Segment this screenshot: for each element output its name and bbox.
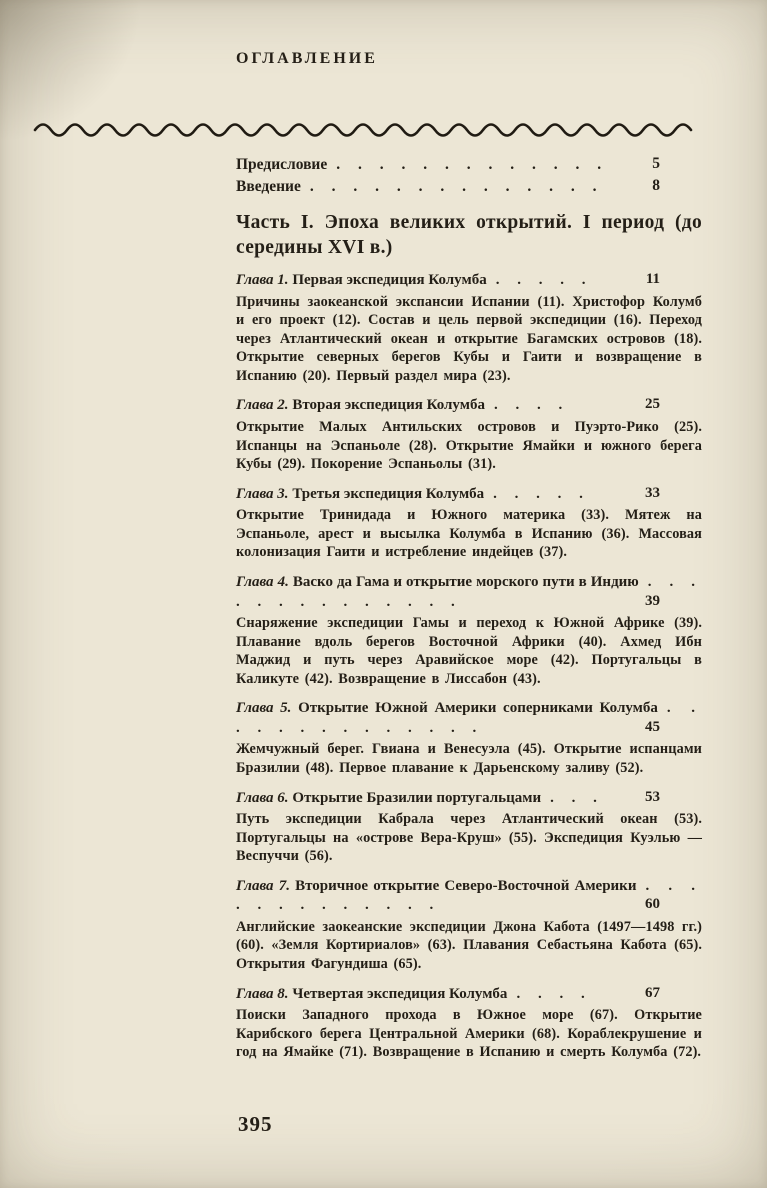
- chapter-description: Поиски Западного прохода в Южное море (67). Открытие Карибского берега Центральной Америки (68). Кораблекрушение и год на Ямайке (71). Возвращение в Испанию и смерть Колумба (72).: [236, 1007, 702, 1061]
- chapter-page: 53: [645, 788, 660, 805]
- front-matter-entries: [236, 154, 702, 198]
- chapter-heading: [236, 985, 702, 1005]
- chapter-label: Глава 4.: [236, 574, 289, 591]
- page-header: ОГЛАВЛЕНИЕ: [236, 50, 378, 67]
- chapter-page: 45: [645, 718, 660, 735]
- chapter-list: [236, 271, 702, 1062]
- dot-leader: . . . . . . . . . . . . . .: [309, 178, 604, 195]
- chapter-title: Первая экспедиция Колумба: [292, 272, 487, 288]
- decorative-wavy-rule: [32, 120, 704, 138]
- chapter-page: 67: [645, 984, 660, 1001]
- chapter-title: Васко да Гама и открытие морского пути в Индию: [292, 574, 639, 591]
- dot-leader: . . .: [550, 789, 604, 806]
- chapter-label: Глава 6.: [236, 789, 289, 806]
- chapter-description: Путь экспедиции Кабрала через Атлантический океан (53). Португальцы на «острове Вера-Круш» (55). Экспедиция Куэлью — Веспуччи (56).: [236, 811, 702, 865]
- chapter-label: Глава 2.: [236, 397, 289, 414]
- chapter-description: Причины заокеанской экспансии Испании (11). Христофор Колумб и его проект (12). Состав и цель первой экспедиции (16). Переход через Атлантический океан и открытие Багамских островов (18). Открытие северных берегов Кубы и Гаити и возвращение в Испанию (20). Первый раздел мира (23).: [236, 293, 702, 384]
- chapter-heading: [236, 485, 702, 505]
- chapter-heading: [236, 573, 702, 612]
- chapter-label: Глава 5.: [236, 700, 292, 717]
- chapter-heading: [236, 271, 702, 291]
- chapter-label: Глава 1.: [236, 272, 289, 288]
- dot-leader: . . . . .: [493, 485, 590, 502]
- chapter-title: Открытие Южной Америки соперниками Колумба: [298, 700, 658, 717]
- wave-path: [35, 125, 691, 136]
- chapter-label: Глава 3.: [236, 485, 289, 502]
- chapter-entry: [236, 699, 702, 777]
- dot-leader: . . . . . . . . . . . . .: [236, 877, 703, 914]
- toc-entry: [236, 154, 702, 176]
- chapter-description: Жемчужный берег. Гвиана и Венесуэла (45). Открытие испанцами Бразилии (48). Первое плавание к Дарьенскому заливу (52).: [236, 741, 702, 776]
- toc-entry-label: Предисловие: [236, 156, 328, 173]
- dot-leader: . . . . . . . . . . . . . .: [236, 574, 703, 610]
- chapter-page: 39: [645, 592, 660, 609]
- chapter-description: Снаряжение экспедиции Гамы и переход к Южной Африке (39). Плавание вдоль берегов Восточной Африки (40). Ахмед Ибн Маджид и путь через Аравийское море (42). Португальцы в Каликуте (42). Возвращение в Лиссабон (43).: [236, 615, 702, 687]
- chapter-page: 11: [645, 271, 660, 287]
- toc-entry-page: 8: [652, 177, 660, 194]
- chapter-title: Вторичное открытие Северо-Восточной Америки: [295, 877, 637, 894]
- chapter-label: Глава 7.: [236, 877, 290, 894]
- chapter-entry: [236, 271, 702, 385]
- chapter-heading: [236, 699, 702, 738]
- chapter-heading: [236, 789, 702, 809]
- chapter-page: 60: [645, 896, 660, 913]
- chapter-title: Третья экспедиция Колумба: [292, 485, 485, 502]
- chapter-heading: [236, 396, 702, 416]
- dot-leader: . . . .: [493, 397, 570, 414]
- chapter-entry: [236, 789, 702, 866]
- dot-leader: . . . . . . . . . . . . . .: [236, 700, 703, 736]
- chapter-entry: [236, 985, 702, 1062]
- chapter-entry: [236, 877, 702, 974]
- dot-leader: . . . . . . . . . . . . .: [336, 156, 609, 173]
- part-title: Часть I. Эпоха великих открытий. I период (до середины XVI в.): [236, 212, 702, 258]
- chapter-title: Четвертая экспедиция Колумба: [292, 985, 508, 1002]
- chapter-entry: [236, 573, 702, 688]
- chapter-label: Глава 8.: [236, 985, 289, 1002]
- chapter-title: Открытие Бразилии португальцами: [292, 789, 542, 806]
- chapter-description: Английские заокеанские экспедиции Джона Кабота (1497—1498 гг.) (60). «Земля Кортириалов» (63). Плавания Себастьяна Кабота (65). Открытия Фагундиша (65).: [236, 918, 702, 973]
- chapter-title: Вторая экспедиция Колумба: [292, 397, 485, 414]
- page-number: 395: [238, 1112, 273, 1136]
- table-of-contents: [236, 154, 702, 1062]
- chapter-description: Открытие Тринидада и Южного материка (33). Мятеж на Эспаньоле, арест и высылка Колумба в Испанию (36). Массовая колонизация Гаити и истребление индейцев (37).: [236, 507, 702, 561]
- toc-entry-page: 5: [652, 155, 660, 172]
- chapter-heading: [236, 877, 702, 916]
- chapter-entry: [236, 396, 702, 473]
- toc-entry: [236, 176, 702, 198]
- dot-leader: . . . .: [516, 985, 592, 1002]
- dot-leader: . . . . .: [495, 272, 593, 288]
- chapter-page: 25: [645, 396, 660, 413]
- chapter-entry: [236, 485, 702, 562]
- chapter-page: 33: [645, 484, 660, 501]
- chapter-description: Открытие Малых Антильских островов и Пуэрто-Рико (25). Испанцы на Эспаньоле (28). Открытие Ямайки и южного берега Кубы (29). Покорение Эспаньолы (31).: [236, 418, 702, 473]
- toc-entry-label: Введение: [236, 178, 301, 195]
